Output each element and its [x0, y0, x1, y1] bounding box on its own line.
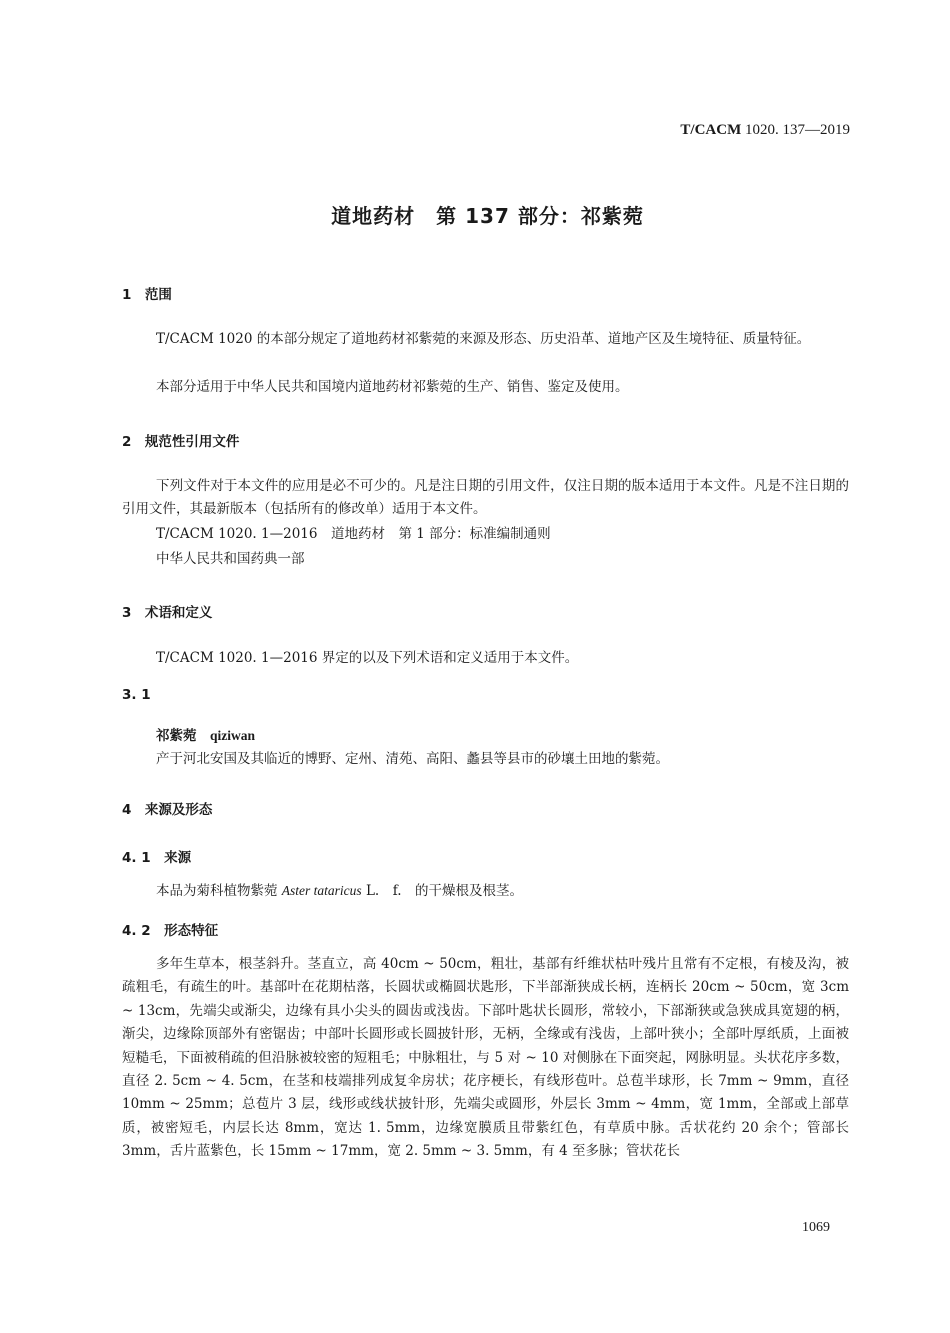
- section-4-heading: 4 来源及形态: [122, 802, 213, 818]
- page-number: 1069: [802, 1220, 830, 1235]
- subsection-4-2-heading: 4. 2 形态特征: [122, 923, 219, 939]
- term-pinyin: qiziwan: [210, 728, 256, 743]
- subsection-4-1-paragraph: 本品为菊科植物紫菀 Aster tataricus L. f. 的干燥根及根茎。: [156, 883, 524, 899]
- document-id: T/CACM 1020. 137—2019: [680, 122, 850, 138]
- section-3-heading: 3 术语和定义: [122, 605, 213, 621]
- term-definition: 产于河北安国及其临近的博野、定州、清苑、高阳、蠡县等县市的砂壤土田地的紫菀。: [156, 751, 669, 767]
- subsection-4-2-paragraph: 多年生草本，根茎斜升。茎直立，高 40cm ~ 50cm，粗壮，基部有纤维状枯叶残片且常有不定根，有棱及沟，被疏粗毛，有疏生的叶。基部叶在花期枯落，长圆状或椭圆状匙形，下半部渐狭成长柄，连柄长 20cm ~ 50cm，宽 3cm ~ 13cm，先端尖或渐尖，边缘有具小尖头的圆齿或浅齿。下部叶匙状长圆形，常较小，下部渐狭或急狭成具宽翅的柄，渐尖，边缘除顶部外有密锯齿；中部叶长圆形或长圆披针形，无柄，全缘或有浅齿，上部叶狭小；全部叶厚纸质，上面被短糙毛，下面被稍疏的但沿脉被较密的短粗毛；中脉粗壮，与 5 对 ~ 10 对侧脉在下面突起，网脉明显。头状花序多数，直径 2. 5cm ~ 4. 5cm，在茎和枝端排列成复伞房状；花序梗长，有线形苞叶。总苞半球形，长 7mm ~ 9mm，直径 10mm ~ 25mm；总苞片 3 层，线形或线状披针形，先端尖或圆形，外层长 3mm ~ 4mm，宽 1mm，全部或上部草质，被密短毛，内层长达 8mm，宽达 1. 5mm，边缘宽膜质且带紫红色，有草质中脉。舌状花约 20 余个；管部长 3mm，舌片蓝紫色，长 15mm ~ 17mm，宽 2. 5mm ~ 3. 5mm，有 4 至多脉；管状花长: [122, 956, 849, 1160]
- section-1-paragraph-2: 本部分适用于中华人民共和国境内道地药材祁紫菀的生产、销售、鉴定及使用。: [156, 379, 629, 395]
- section-3-paragraph-1: T/CACM 1020. 1—2016 界定的以及下列术语和定义适用于本文件。: [156, 650, 579, 666]
- term-entry: [156, 724, 255, 744]
- section-2-paragraph-1: 下列文件对于本文件的应用是必不可少的。凡是注日期的引用文件，仅注日期的版本适用于本文件。凡是不注日期的引用文件，其最新版本（包括所有的修改单）适用于本文件。: [122, 478, 849, 518]
- section-1-heading: 1 范围: [122, 287, 172, 303]
- term-chinese: 祁紫菀: [156, 728, 210, 744]
- reference-2: 中华人民共和国药典一部: [156, 551, 305, 567]
- subsection-3-1-heading: 3. 1: [122, 687, 151, 703]
- section-2-heading: 2 规范性引用文件: [122, 434, 240, 450]
- latin-name: Aster tataricus: [281, 883, 362, 898]
- subsection-4-1-heading: 4. 1 来源: [122, 850, 192, 866]
- page-title: 道地药材 第 137 部分：祁紫菀: [331, 204, 644, 228]
- reference-1: T/CACM 1020. 1—2016 道地药材 第 1 部分：标准编制通则: [156, 526, 551, 542]
- section-1-paragraph-1: T/CACM 1020 的本部分规定了道地药材祁紫菀的来源及形态、历史沿革、道地产区及生境特征、质量特征。: [156, 331, 811, 347]
